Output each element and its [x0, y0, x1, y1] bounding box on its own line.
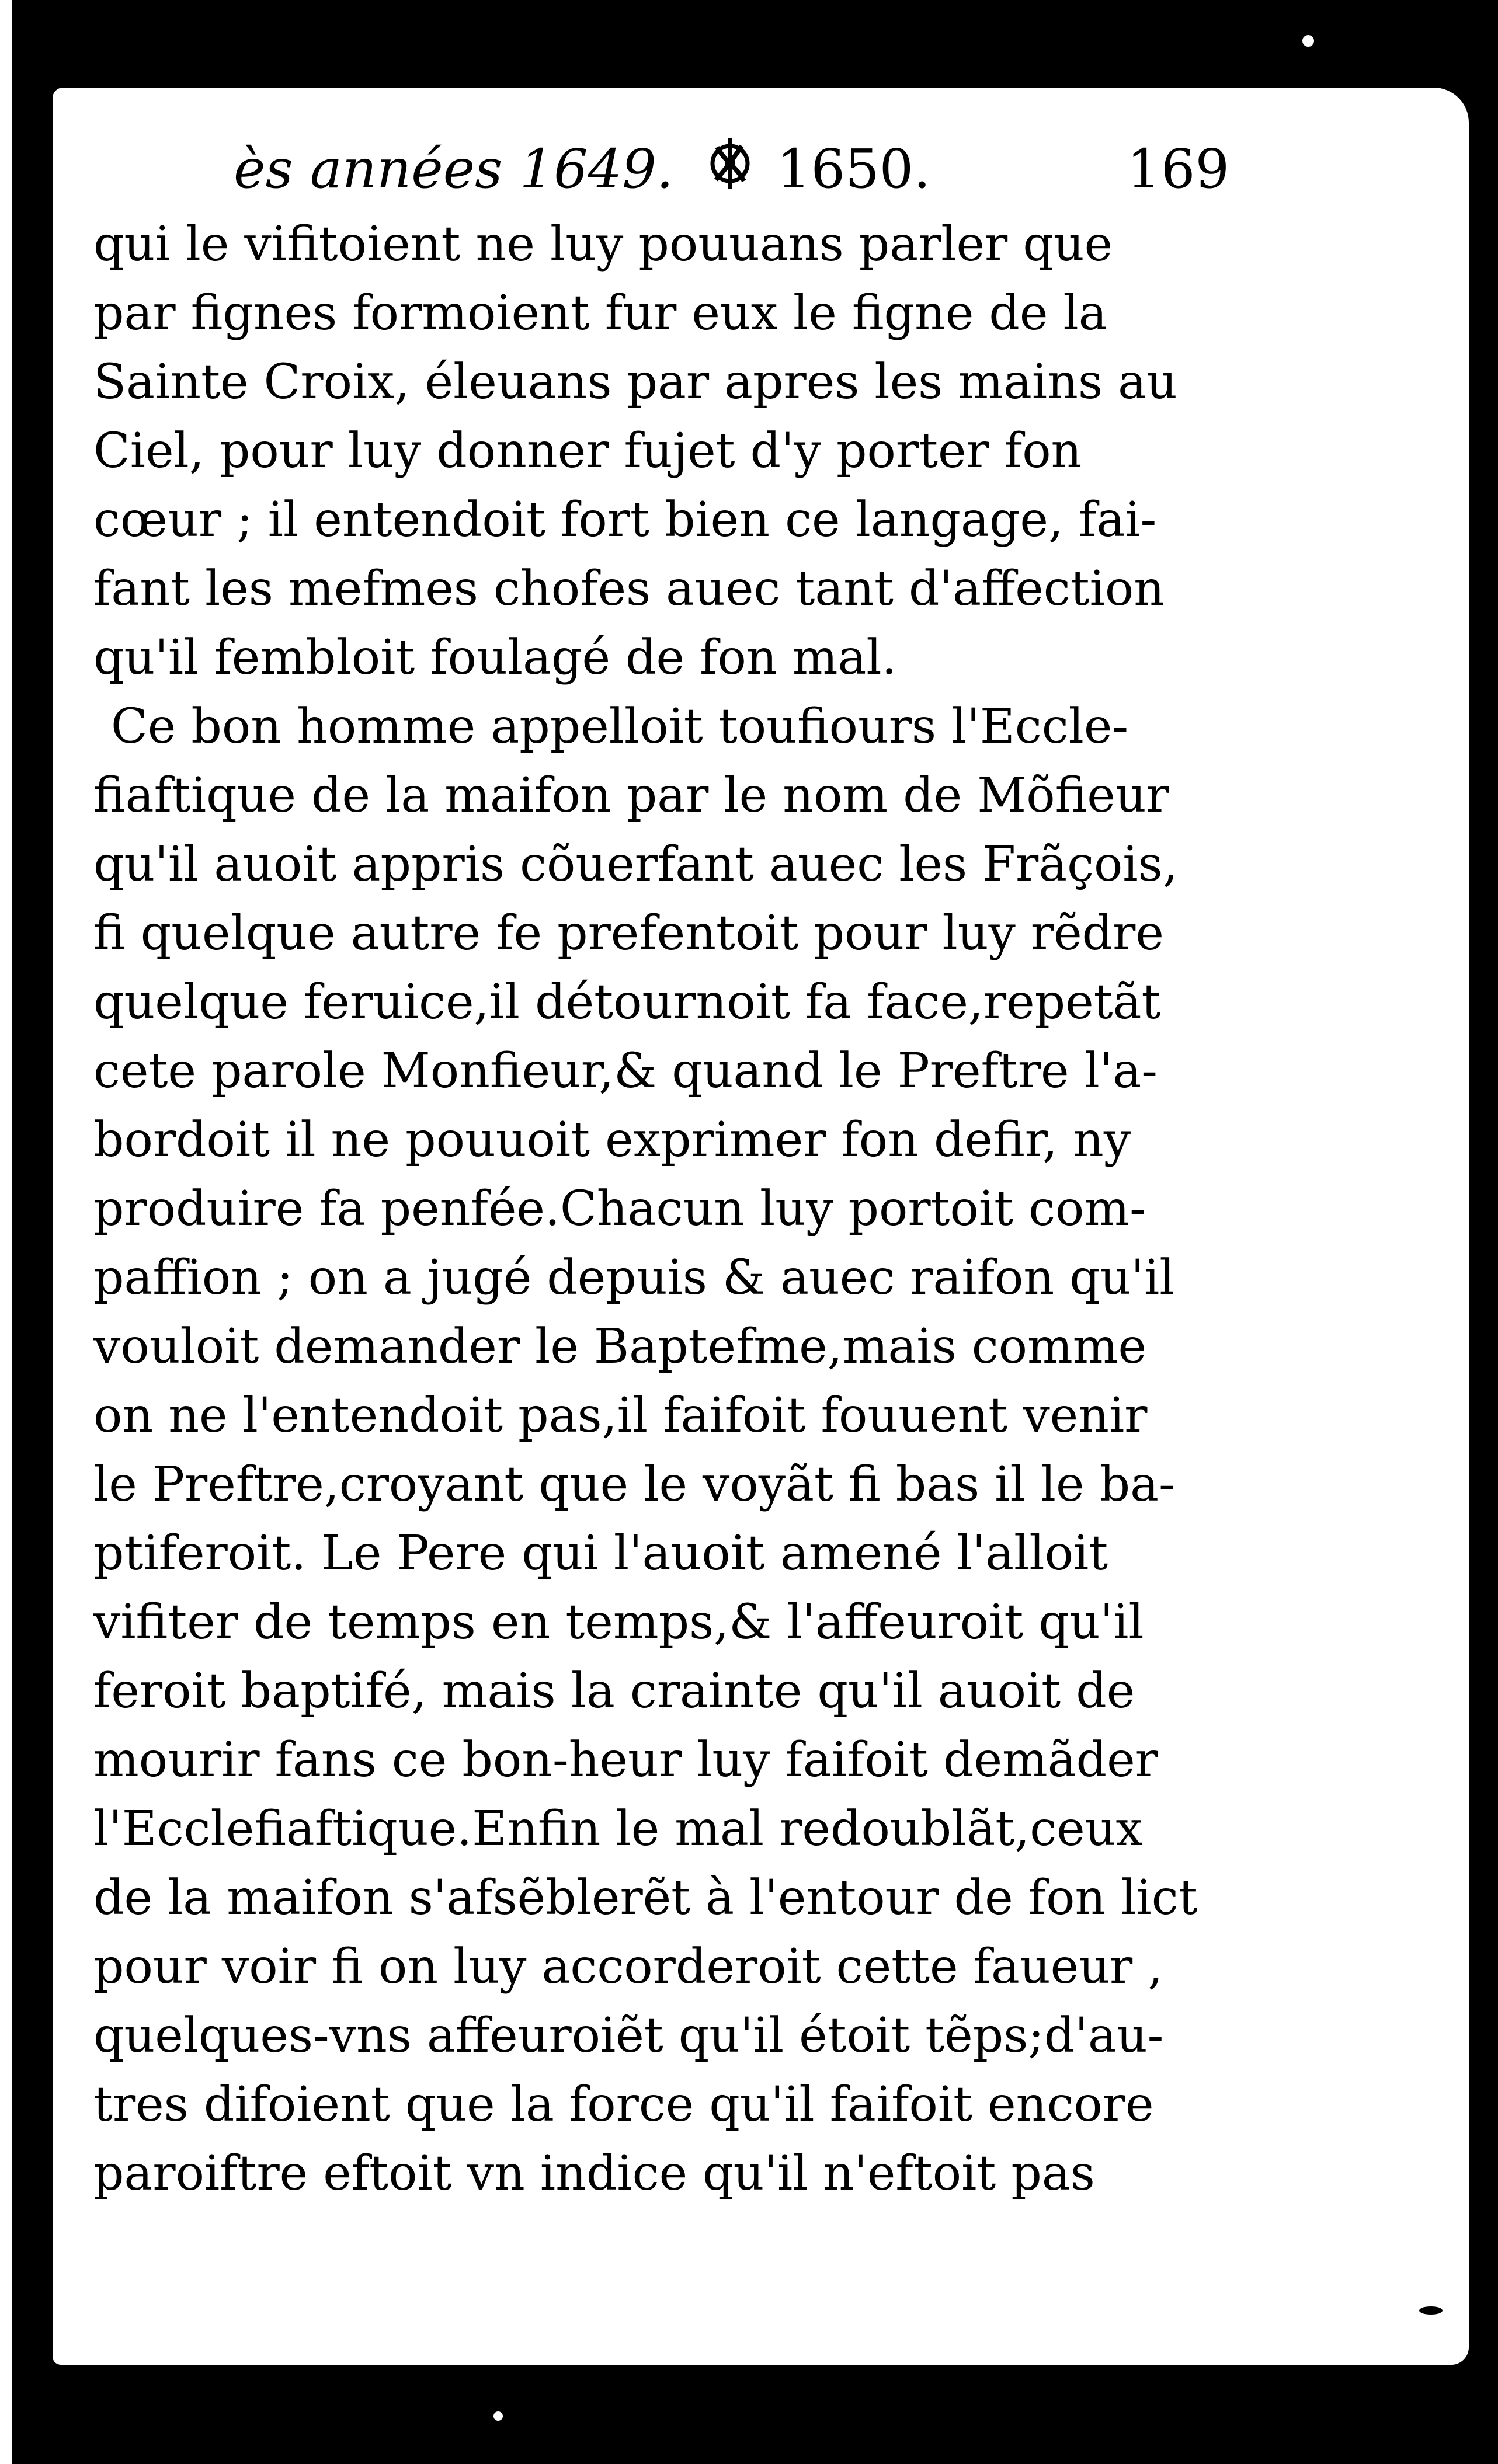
running-head-year: 1650. — [777, 138, 931, 200]
text-line: Sainte Croix, éleuans par apres les mains au — [93, 354, 1177, 410]
text-line: paffion ; on a jugé depuis & auec raifon qu'il — [93, 1250, 1175, 1306]
text-line: l'Ecclefiaftique.Enfin le mal redoublãt,ceux — [93, 1801, 1143, 1857]
text-line: qui le vifitoient ne luy pouuans parler que — [93, 217, 1113, 272]
text-line: bordoit il ne pouuoit exprimer fon defir, ny — [93, 1112, 1131, 1168]
text-line: par fignes formoient fur eux le figne de la — [93, 286, 1107, 341]
page-body — [93, 210, 1203, 2208]
running-head: ès années 1649. — [234, 138, 673, 200]
text-line: Ciel, pour luy donner fujet d'y porter fon — [93, 423, 1082, 479]
book-page — [53, 88, 1469, 2365]
left-page-edge — [0, 0, 12, 2464]
text-line: fant les mefmes chofes auec tant d'affection — [93, 561, 1165, 617]
scan-speck — [1302, 35, 1314, 47]
text-line: quelque feruice,il détournoit fa face,repetãt — [93, 975, 1161, 1030]
paragraph — [93, 692, 1203, 2208]
paragraph — [93, 210, 1203, 692]
page-number: 169 — [1127, 138, 1229, 200]
text-line: tres difoient que la force qu'il faifoit encore — [93, 2077, 1154, 2132]
text-line: Ce bon homme appelloit toufiours l'Eccle- — [111, 699, 1129, 754]
text-line: cœur ; il entendoit fort bien ce langage, fai- — [93, 492, 1157, 548]
text-line: pour voir fi on luy accorderoit cette faueur , — [93, 1939, 1163, 1995]
text-line: qu'il fembloit foulagé de fon mal. — [93, 630, 897, 685]
monogram-ornament-icon — [701, 134, 759, 193]
scan-speck — [1419, 2306, 1443, 2315]
scan-speck — [493, 2411, 503, 2421]
text-line: fiaftique de la maifon par le nom de Mõfieur — [93, 768, 1169, 823]
text-line: le Preftre,croyant que le voyãt fi bas il le ba- — [93, 1457, 1175, 1512]
text-line: cete parole Monfieur,& quand le Preftre l'a- — [93, 1043, 1158, 1099]
text-line: vifiter de temps en temps,& l'affeuroit qu'il — [93, 1595, 1144, 1650]
text-line: quelques-vns affeuroiẽt qu'il étoit tẽps;d'au- — [93, 2008, 1164, 2063]
text-line: feroit baptifé, mais la crainte qu'il auoit de — [93, 1663, 1135, 1719]
text-line: on ne l'entendoit pas,il faifoit fouuent venir — [93, 1388, 1148, 1443]
text-line: de la maifon s'afsẽblerẽt à l'entour de fon lict — [93, 1870, 1198, 1926]
text-line: qu'il auoit appris cõuerfant auec les Frãçois, — [93, 837, 1178, 892]
text-line: fi quelque autre fe prefentoit pour luy rẽdre — [93, 906, 1164, 961]
text-line: produire fa penfée.Chacun luy portoit com- — [93, 1181, 1146, 1237]
text-line: mourir fans ce bon-heur luy faifoit demãder — [93, 1732, 1158, 1788]
scan-speck — [1372, 514, 1378, 520]
text-line: paroiftre eftoit vn indice qu'il n'eftoit pas — [93, 2146, 1095, 2201]
text-line: ptiferoit. Le Pere qui l'auoit amené l'alloit — [93, 1526, 1108, 1581]
text-line: vouloit demander le Baptefme,mais comme — [93, 1319, 1147, 1374]
